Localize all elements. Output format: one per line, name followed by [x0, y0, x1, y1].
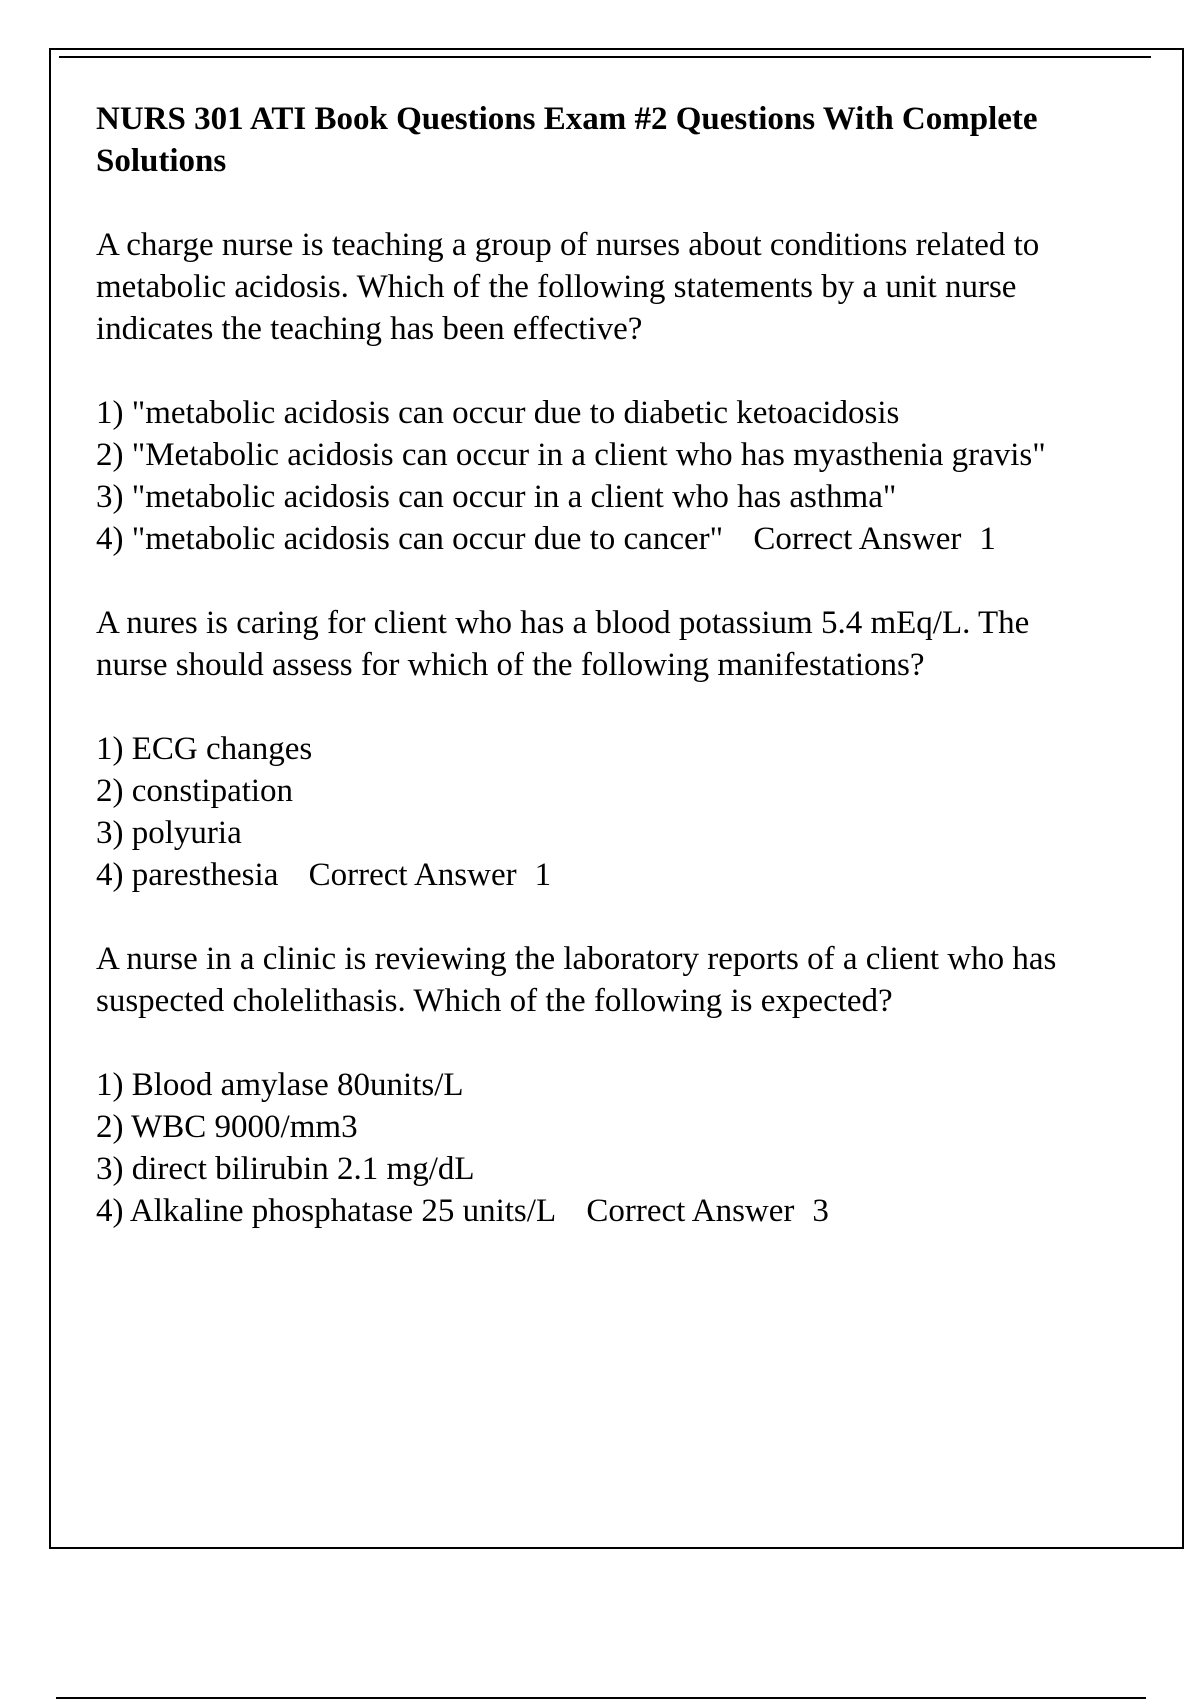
frame-top-rule [59, 56, 1151, 58]
answer-option-text: 4) Alkaline phosphatase 25 units/L [96, 1193, 557, 1229]
answer-option-text: 4) paresthesia [96, 857, 279, 893]
answer-options [96, 392, 1086, 560]
answer-option [96, 1190, 1086, 1232]
question-stem: A charge nurse is teaching a group of nurses about conditions related to metabolic acidosis. Which of the following statements by a unit nurse indicates the teaching has been effective? [96, 227, 1040, 347]
question-3 [96, 938, 1086, 1232]
answer-option [96, 518, 1086, 560]
document-content [96, 98, 1086, 1274]
correct-answer-label: Correct Answer [586, 1193, 795, 1229]
answer-option: 1) "metabolic acidosis can occur due to diabetic ketoacidosis [96, 395, 900, 431]
answer-option: 2) constipation [96, 773, 294, 809]
question-stem: A nurse in a clinic is reviewing the laboratory reports of a client who has suspected cholelithasis. Which of the following is expected? [96, 941, 1057, 1019]
correct-answer-label: Correct Answer [753, 521, 962, 557]
correct-answer-label: Correct Answer [308, 857, 517, 893]
answer-options [96, 728, 1086, 896]
question-1 [96, 224, 1086, 560]
answer-option: 1) ECG changes [96, 731, 313, 767]
question-stem: A nures is caring for client who has a blood potassium 5.4 mEq/L. The nurse should assess for which of the following manifestations? [96, 605, 1030, 683]
answer-option: 1) Blood amylase 80units/L [96, 1067, 464, 1103]
answer-option: 2) WBC 9000/mm3 [96, 1109, 358, 1145]
answer-option-text: 4) "metabolic acidosis can occur due to cancer" [96, 521, 724, 557]
correct-answer-value: 1 [534, 857, 552, 893]
question-2 [96, 602, 1086, 896]
answer-option: 2) "Metabolic acidosis can occur in a client who has myasthenia gravis" [96, 437, 1046, 473]
answer-option [96, 854, 1086, 896]
footer-rule [56, 1697, 1146, 1699]
correct-answer-value: 1 [979, 521, 996, 557]
correct-answer-value: 3 [812, 1193, 829, 1229]
answer-option: 3) "metabolic acidosis can occur in a client who has asthma" [96, 479, 897, 515]
document-title: NURS 301 ATI Book Questions Exam #2 Questions With Complete Solutions [96, 101, 1038, 179]
answer-option: 3) polyuria [96, 815, 242, 851]
answer-options [96, 1064, 1086, 1232]
answer-option: 3) direct bilirubin 2.1 mg/dL [96, 1151, 475, 1187]
